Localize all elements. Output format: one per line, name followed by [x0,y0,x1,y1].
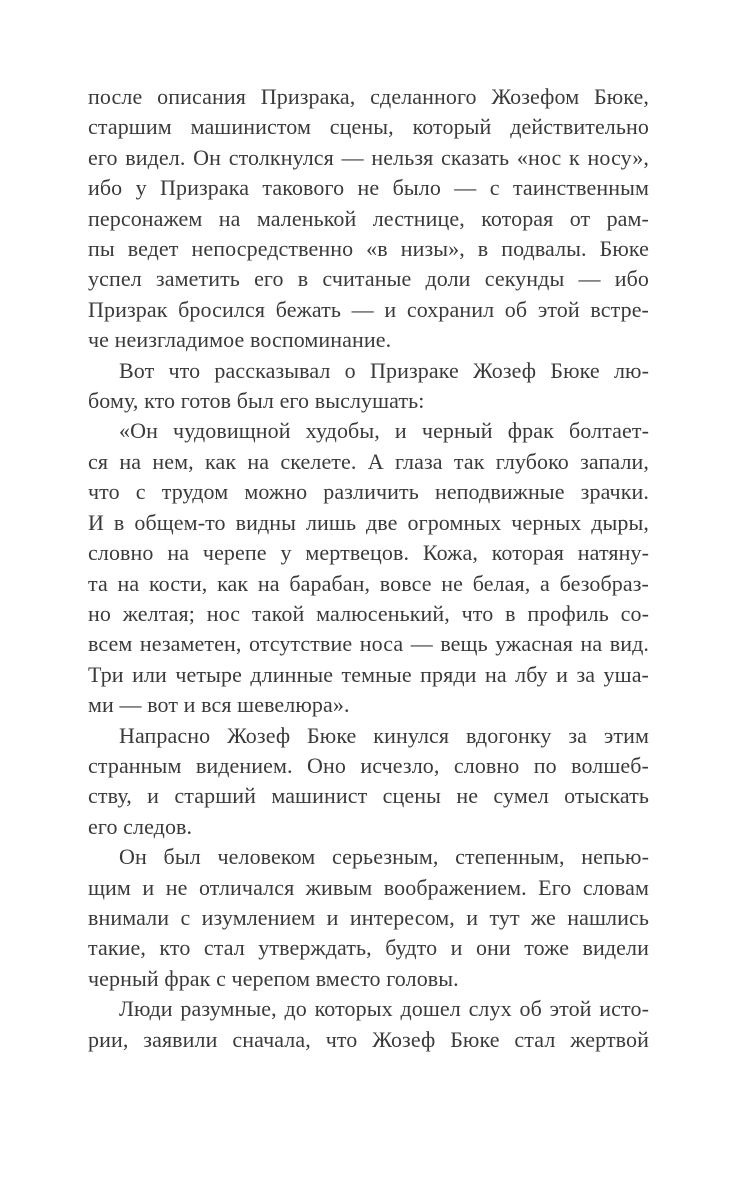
text-line: Призрак бросился бежать — и сохранил об этой встре- [88,296,649,322]
text-line: странным видением. Оно исчезло, словно по волшеб- [88,752,649,778]
text-line: щим и не отличался живым воображением. Его словам [88,874,649,900]
text-line: «Он чудовищной худобы, и черный фрак болтает- [119,418,649,444]
text-line: словно на черепе у мертвецов. Кожа, которая натяну- [88,540,649,566]
text-line: пы ведет непосредственно «в низы», в подвалы. Бюке [88,236,649,262]
text-line: та на кости, как на барабан, вовсе не белая, а безобраз- [88,570,649,596]
text-line: что с трудом можно различить неподвижные зрачки. [88,479,649,505]
text-line: ибо у Призрака такового не было — с таинственным [88,175,649,201]
text-line: Напрасно Жозеф Бюке кинулся вдогонку за этим [119,722,649,748]
text-line: И в общем-то видны лишь две огромных черных дыры, [88,509,649,535]
text-line: его следов. [88,813,193,839]
text-line: внимали с изумлением и интересом, и тут же нашлись [88,904,649,930]
text-line: такие, кто стал утверждать, будто и они тоже видели [88,935,649,961]
text-line: черный фрак с черепом вместо головы. [88,965,459,991]
text-line: старшим машинистом сцены, который действительно [88,114,649,140]
text-line: че неизгладимое воспоминание. [88,327,392,353]
text-line: Вот что рассказывал о Призраке Жозеф Бюке лю- [119,357,649,383]
text-line: Он был человеком серьезным, степенным, непью- [119,844,649,870]
text-line: всем незаметен, отсутствие носа — вещь ужасная на вид. [88,631,649,657]
text-line: бому, кто готов был его выслушать: [88,388,425,414]
text-line: после описания Призрака, сделанного Жозефом Бюке, [88,84,649,109]
text-line: но желтая; нос такой малюсенький, что в профиль со- [88,600,649,626]
text-line: ми — вот и вся шевелюра». [88,692,350,718]
text-line: ся на нем, как на скелете. А глаза так глубоко запали, [88,448,649,474]
text-line: Три или четыре длинные темные пряди на лбу и за уша- [88,661,649,687]
text-line: персонажем на маленькой лестнице, которая от рам- [88,205,649,231]
text-line: успел заметить его в считаные доли секунды — ибо [88,266,649,292]
text-line: рии, заявили сначала, что Жозеф Бюке стал жертвой [88,1026,649,1052]
text-line: Люди разумные, до которых дошел слух об этой исто- [119,996,649,1022]
text-line: его видел. Он столкнулся — нельзя сказать «нос к носу», [88,144,649,170]
text-line: ству, и старший машинист сцены не сумел отыскать [88,783,649,809]
page-text [88,82,649,1055]
